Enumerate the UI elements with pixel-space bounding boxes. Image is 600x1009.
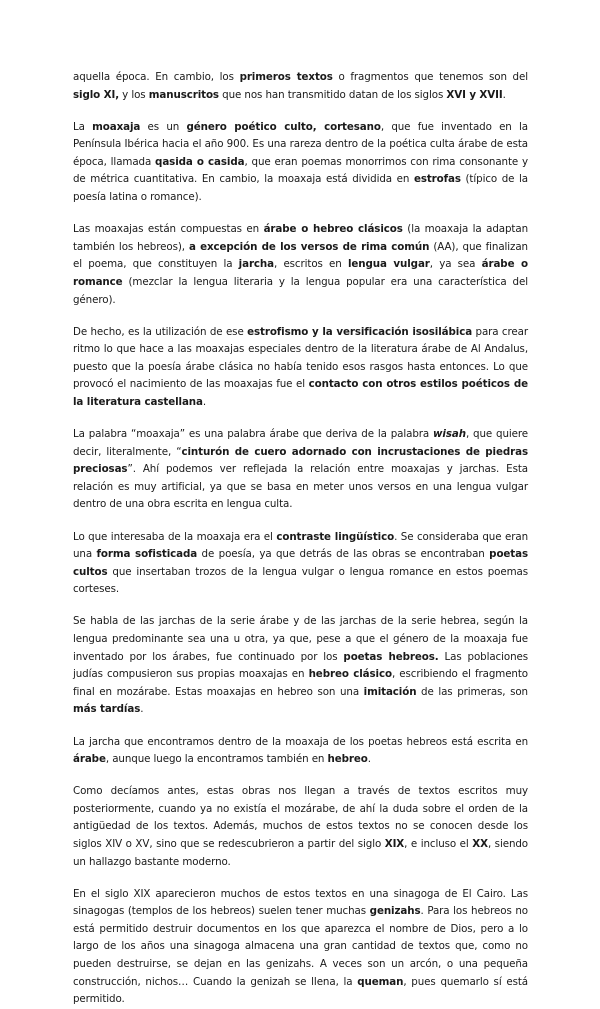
text-run: . — [140, 703, 144, 716]
text-run: que insertaban trozos de la lengua vulgar o lengua romance en estos poemas corteses. — [73, 565, 528, 596]
emphasis-text: genizahs — [369, 905, 421, 918]
text-run: que nos han transmitido datan de los siglos — [218, 88, 447, 101]
paragraph-3 — [73, 221, 528, 309]
body-text — [73, 69, 528, 1009]
emphasis-text: XX — [472, 837, 488, 850]
paragraph-9 — [73, 783, 528, 871]
paragraph-6 — [73, 529, 528, 599]
emphasis-text: contacto con otros estilos poéticos de la literatura castellana — [73, 378, 528, 408]
text-run: , que eran poemas monorrimos con rima consonante y de métrica cuantitativa. En cambio, la moaxaja está dividida en — [73, 155, 528, 186]
emphasis-text: cinturón de cuero adornado con incrustaciones de piedras preciosas — [73, 445, 528, 476]
text-run: (la moaxaja la adaptan también los hebreos), — [73, 223, 528, 253]
text-run: En el siglo XIX aparecieron muchos de estos textos en una sinagoga de El Cairo. Las sinagogas (templos de los hebreos) suelen tener muchas — [73, 887, 528, 918]
text-run: De hecho, es la utilización de ese — [73, 325, 248, 338]
text-run: . — [202, 396, 207, 408]
emphasis-text: estrofismo y la versificación isosilábica — [247, 325, 473, 338]
emphasis-text: a excepción de los versos de rima común — [188, 240, 430, 253]
text-run: (mezclar la lengua literaria y la lengua popular era una característica del género). — [73, 275, 528, 306]
text-run: , e incluso el — [404, 837, 473, 850]
emphasis-text: primeros textos — [239, 71, 333, 83]
text-run: La palabra “moaxaja” es una palabra árabe que deriva de la palabra — [73, 428, 433, 441]
text-run: Las poblaciones judías compusieron sus propias moaxajas en — [73, 650, 528, 681]
text-run: ”. Ahí podemos ver reflejada la relación entre moaxajas y jarchas. Esta relación es muy artificial, ya que se basa en meter unos versos en una lengua vulgar dentro de una obra escrita en lengua culta. — [73, 463, 528, 511]
emphasis-text: más tardías — [73, 703, 141, 716]
text-run: de poesía, ya que detrás de las obras se encontraban — [197, 548, 490, 561]
emphasis-text: lengua vulgar — [347, 258, 430, 271]
text-run: . — [502, 88, 506, 101]
text-run: , escribiendo el fragmento final en mozárabe. Estas moaxajas en hebreo son una — [73, 668, 528, 698]
emphasis-text: XIX — [384, 837, 405, 850]
text-run: es un — [140, 120, 187, 133]
text-run: , ya sea — [429, 258, 482, 271]
text-run: (AA), que finalizan el poema, que constituyen la — [73, 240, 528, 271]
emphasis-text: qasida o casida — [155, 155, 245, 168]
text-run: aquella época. En cambio, los — [73, 71, 240, 83]
text-run: o fragmentos que tenemos son del — [332, 71, 528, 83]
text-run: , siendo un hallazgo bastante moderno. — [73, 837, 529, 868]
emphasis-text: wisah — [433, 428, 466, 441]
text-run: Como decíamos antes, estas obras nos llegan a través de textos escritos muy posteriormente, cuando ya no existía el mozárabe, de ahí la duda sobre el orden de la antigüedad de los textos. Además, muchos de estos textos no se conocen desde los siglos XIV o XV, sino que se redescubrieron a partir del siglo — [73, 785, 528, 850]
paragraph-10 — [73, 886, 528, 1009]
text-run: , que fue inventado en la Península Ibérica hacia el año 900. Es una rareza dentro de la poética culta árabe de esta época, llamada — [73, 120, 528, 168]
emphasis-text: moaxaja — [92, 120, 141, 133]
emphasis-text: árabe — [73, 753, 106, 766]
text-run: , pues quemarlo sí está permitido. — [73, 975, 528, 1006]
emphasis-text: hebreo — [327, 753, 368, 766]
emphasis-text: siglo XI, — [73, 88, 119, 101]
text-run: . Se consideraba que eran una — [73, 530, 528, 561]
paragraph-1 — [73, 69, 528, 104]
emphasis-text: género poético culto, cortesano — [186, 120, 381, 133]
text-run: Lo que interesaba de la moaxaja era el — [73, 530, 277, 543]
text-run: La — [73, 120, 93, 133]
paragraph-7 — [73, 613, 528, 719]
emphasis-text: hebreo clásico — [308, 668, 392, 681]
text-run: para crear ritmo lo que hace a las moaxajas especiales dentro de la literatura árabe de Al Andalus, puesto que la poesía árabe clásica no había tenido esos rasgos hasta entonces. Lo que provocó el nacimiento de las moaxajas fue el — [73, 325, 528, 391]
text-run: Las moaxajas están compuestas en — [73, 223, 264, 236]
text-run: , aunque luego la encontramos también en — [105, 753, 328, 766]
emphasis-text: poetas hebreos. — [343, 650, 439, 663]
text-run: Se habla de las jarchas de la serie árabe y de las jarchas de la serie hebrea, según la lengua predominante sea una u otra, ya que, pese a que el género de la moaxaja fue inventado por los árabes, fue continuado por los — [73, 615, 528, 663]
emphasis-text: estrofas — [413, 173, 461, 186]
paragraph-5 — [73, 426, 528, 514]
text-run: , escritos en — [274, 258, 348, 271]
emphasis-text: imitación — [363, 685, 417, 698]
emphasis-text: árabe o hebreo clásicos — [263, 223, 403, 236]
text-run: . — [367, 753, 371, 766]
emphasis-text: poetas cultos — [73, 548, 528, 578]
emphasis-text: XVI y XVII — [446, 88, 503, 101]
text-run: (típico de la poesía latina o romance). — [73, 173, 528, 204]
emphasis-text: manuscritos — [148, 88, 219, 101]
text-run: , que quiere decir, literalmente, “ — [73, 428, 529, 458]
text-run: . Para los hebreos no está permitido destruir documentos en los que aparezca el nombre de Dios, pero a lo largo de los años una sinagoga almacena una gran cantidad de textos que, como no pueden destruirse, se dejan en las genizahs. A veces son un arcón, o una pequeña construcción, nichos… Cuando la genizah se llena, la — [73, 905, 528, 988]
paragraph-4 — [73, 324, 528, 412]
emphasis-text: contraste lingüístico — [276, 530, 395, 543]
emphasis-text: jarcha — [238, 258, 275, 271]
paragraph-2 — [73, 119, 528, 207]
text-run: La jarcha que encontramos dentro de la moaxaja de los poetas hebreos está escrita en — [73, 735, 528, 748]
emphasis-text: árabe o romance — [73, 258, 528, 288]
emphasis-text: queman — [357, 975, 404, 988]
text-run: de las primeras, son — [416, 685, 528, 698]
paragraph-8 — [73, 734, 528, 769]
text-run: y los — [119, 88, 149, 101]
emphasis-text: forma sofisticada — [96, 548, 198, 561]
